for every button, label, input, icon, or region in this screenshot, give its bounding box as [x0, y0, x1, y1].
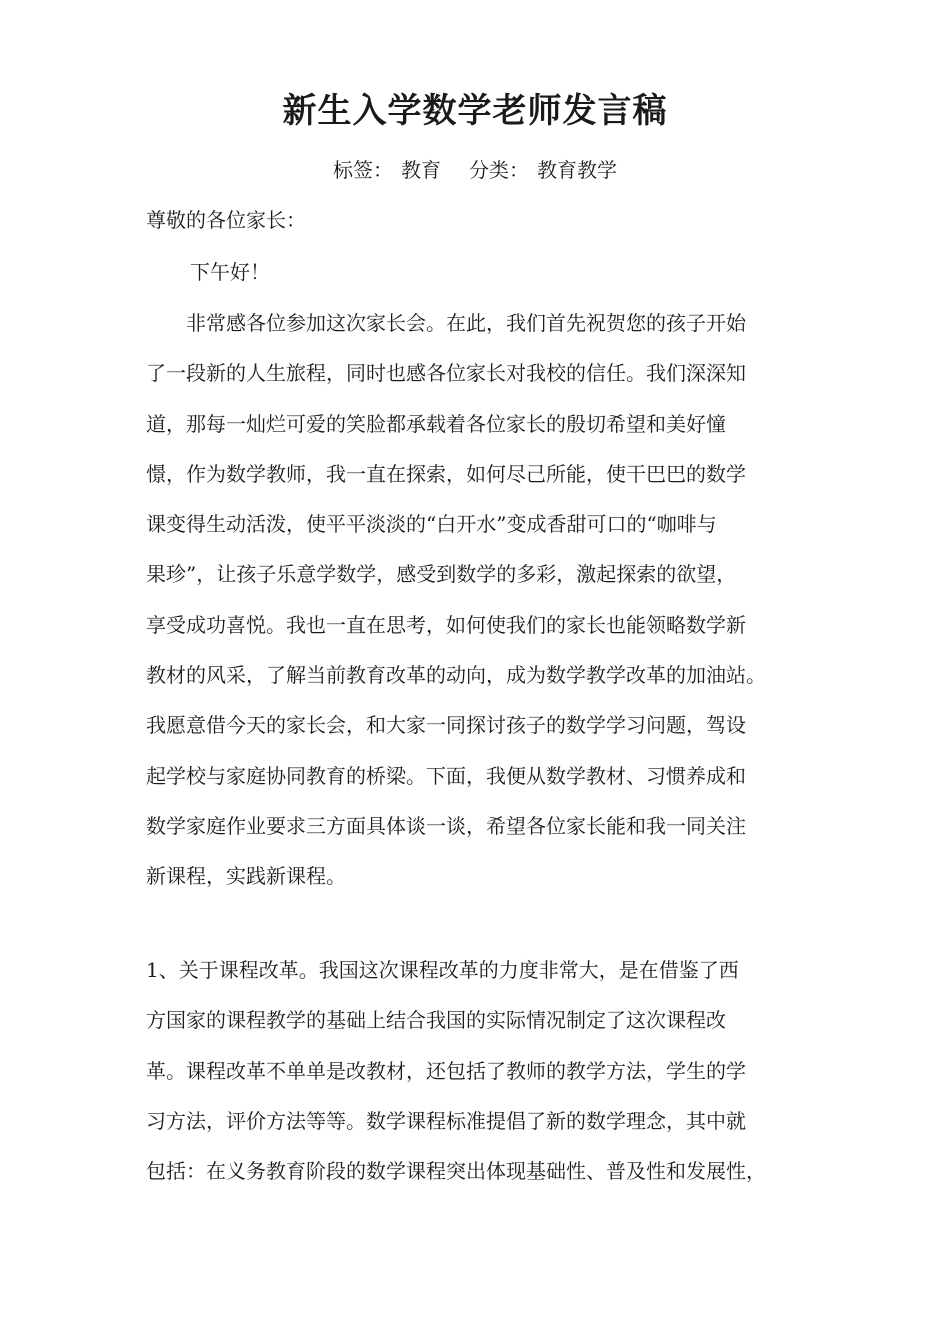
tag-label: 标签： [333, 158, 393, 182]
document-title: 新生入学数学老师发言稿 [282, 91, 668, 131]
paragraph-line: 新课程，实践新课程。 [146, 864, 346, 889]
paragraph-line: 方国家的课程教学的基础上结合我国的实际情况制定了这次课程改 [146, 1008, 726, 1033]
paragraph-line: 道，那每一灿烂可爱的笑脸都承载着各位家长的殷切希望和美好憧 [146, 411, 726, 436]
paragraph-line: 非常感各位参加这次家长会。在此，我们首先祝贺您的孩子开始 [146, 311, 746, 335]
paragraph-line: 包括：在义务教育阶段的数学课程突出体现基础性、普及性和发展性， [146, 1159, 766, 1184]
paragraph-line: 果珍”，让孩子乐意学数学，感受到数学的多彩，激起探索的欲望， [146, 562, 737, 587]
paragraph-line: 习方法，评价方法等等。数学课程标准提倡了新的数学理念，其中就 [146, 1108, 746, 1133]
category-value: 教育教学 [537, 158, 617, 182]
paragraph-line: 1、关于课程改革。我国这次课程改革的力度非常大，是在借鉴了西 [146, 958, 739, 982]
paragraph-line: 革。课程改革不单单是改教材，还包括了教师的教学方法，学生的学 [146, 1058, 746, 1083]
paragraph-line: 课变得生动活泼，使平平淡淡的“白开水”变成香甜可口的“咖啡与 [146, 512, 717, 537]
document-meta [0, 153, 950, 187]
paragraph-line: 憬，作为数学教师，我一直在探索，如何尽己所能，使干巴巴的数学 [146, 461, 746, 486]
paragraph-line: 享受成功喜悦。我也一直在思考，如何使我们的家长也能领略数学新 [146, 612, 746, 637]
paragraph-line: 起学校与家庭协同教育的桥梁。下面，我便从数学教材、习惯养成和 [146, 763, 746, 788]
paragraph-line: 我愿意借今天的家长会，和大家一同探讨孩子的数学学习问题，驾设 [146, 713, 746, 738]
paragraph-intro [146, 298, 818, 902]
tag-value: 教育 [401, 158, 441, 182]
paragraph-line: 数学家庭作业要求三方面具体谈一谈，希望各位家长能和我一同关注 [146, 813, 746, 838]
hello-line: 下午好！ [190, 260, 270, 284]
category-label: 分类： [469, 158, 529, 182]
greeting-line: 尊敬的各位家长： [146, 208, 306, 232]
paragraph-line: 了一段新的人生旅程，同时也感各位家长对我校的信任。我们深深知 [146, 361, 746, 386]
paragraph-line: 教材的风采，了解当前教育改革的动向，成为数学教学改革的加油站。 [146, 663, 766, 688]
paragraph-curriculum-reform [146, 945, 818, 1196]
